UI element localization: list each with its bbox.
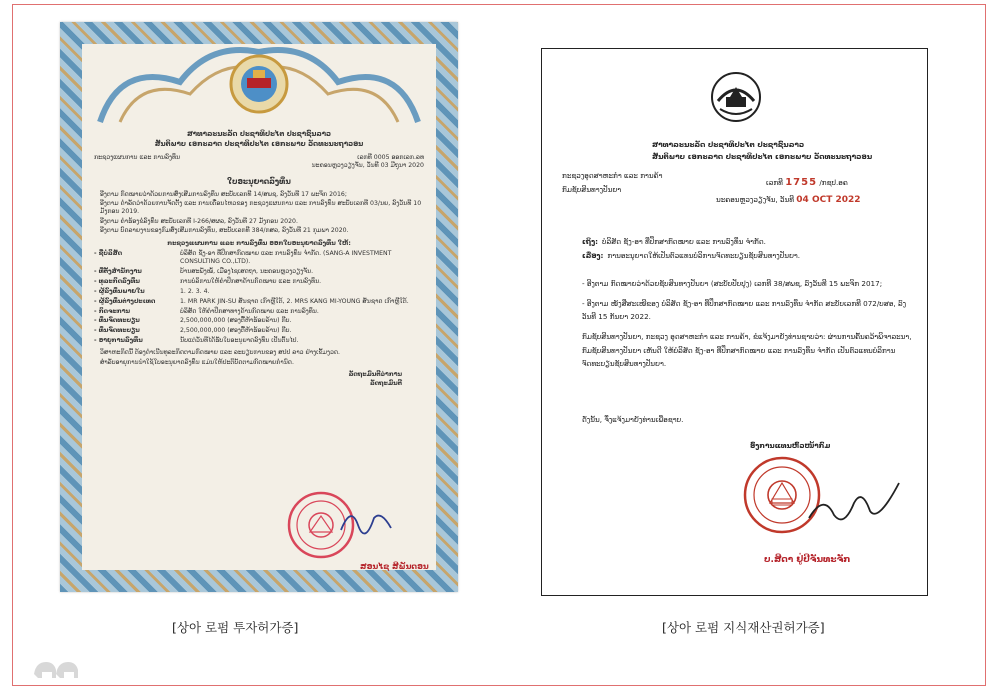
right-header-line2: ສັນຕິພາບ ເອກະລາດ ປະຊາທິປະໄຕ ເອກະພາບ ວັດທະນະຖາວອນ bbox=[652, 151, 873, 161]
left-note-1: ວິສາຫະກິດນີ້ ຕ້ອງດຳເນີນທຸລະກິດຕາມກົດໝາຍ ແລະ ລະບຽບການຂອງ ສປປ ລາວ ຢ່າງເຂັ້ມງວດ. bbox=[100, 349, 341, 357]
right-number-suffix: /ກຊປ.ອຄ bbox=[819, 178, 848, 187]
right-paragraph-2: - ອີງຕາມ ໜັງສືສະເໜີຂອງ ບໍລິສັດ ຊັງ-ອາ ທີ່ປຶກສາກົດໝາຍ ແລະ ການລົງທຶນ ຈຳກັດ ສະບັບເລກທີ 072/ບສອ, ລົງວັນທີ 15 ກັນຍາ 2022. bbox=[582, 298, 907, 322]
right-paragraph-3: ກົມຊັບສິນທາງປັນຍາ, ກະຊວງ ອຸດສາຫະກຳ ແລະ ການຄ້າ, ຂໍແຈ້ງມາຍັງທ່ານຊາບວ່າ: ຜ່ານການຄົ້ນຄວ້າພິຈາລະນາ, ກົມຊັບສິນທາງປັນຍາ ເຫັນດີ ໃຫ້ບໍລິສັດ ຊັງ-ອາ ທີ່ປຶກສາກົດໝາຍ ແລະ ການລົງທຶນ ຈຳກັດ ເປັນຕົວແທນບໍລິການຈົດທະບຽນຊັບສິນທາງປັນຍາ. bbox=[582, 332, 912, 369]
field-value: 1. 2. 3. 4. bbox=[180, 287, 210, 295]
field-value: ການບໍລິການໃຫ້ຄຳປຶກສາດ້ານກົດໝາຍ ແລະ ການລົງທຶນ. bbox=[180, 277, 322, 285]
field-value: 1. MR PARK JIN-SU ສັນຊາດ ເກົາຫຼີໃຕ້, 2. MRS KANG MI-YOUNG ສັນຊາດ ເກົາຫຼີໃຕ້. bbox=[180, 297, 409, 305]
field-key: - ອາຍຸການລົງທຶນ bbox=[94, 337, 143, 345]
right-place: ນະຄອນຫຼວງວຽງຈັນ, ວັນທີ bbox=[716, 195, 794, 204]
right-number-prefix: ເລກທີ bbox=[766, 178, 783, 187]
field-value: ບ້ານສະພັງໝໍ້, ເມືອງໄຊເສດຖາ, ນະຄອນຫຼວງວຽງຈັນ. bbox=[180, 268, 314, 276]
ip-license-image bbox=[541, 48, 928, 596]
field-key: - ຊື່ບໍລິສັດ bbox=[94, 249, 123, 257]
caption-ip-license: [상아 로펌 지식재산권허가증] bbox=[662, 620, 825, 635]
right-closing: ດັ່ງນັ້ນ, ຈຶ່ງແຈ້ງມາຍັງທ່ານເພື່ອຊາບ. bbox=[582, 415, 684, 424]
right-sign-title: ອົງການແທນຫົວໜ້າກົມ bbox=[750, 441, 831, 450]
caption-investment-license: [상아 로펌 투자허가증] bbox=[172, 620, 299, 635]
left-ref-3: ອີງຕາມ ຄຳຮ້ອງຂໍລົງທຶນ ສະບັບເລກທີ I-266/ສຜລ, ລົງວັນທີ 27 ມັງກອນ 2020. bbox=[100, 217, 298, 225]
right-org-line2: ກົມຊັບສິນທາງປັນຍາ bbox=[562, 184, 622, 194]
field-key: - ທຶນຈົດທະບຽນ bbox=[94, 327, 140, 335]
right-paragraph-1: - ອີງຕາມ ກົດໝາຍວ່າດ້ວຍຊັບສິນທາງປັນຍາ (ສະບັບປັບປຸງ) ເລກທີ 38/ສພຊ, ລົງວັນທີ 15 ພະຈິກ 2017; bbox=[582, 279, 883, 288]
right-number-value: 1755 bbox=[785, 177, 818, 188]
field-value: 2,500,000,000 (ສອງຕື້ຫ້າຮ້ອຍລ້ານ) ກີບ. bbox=[180, 327, 292, 335]
left-signer-name: ສອນໄຊ ສີພັນດອນ bbox=[360, 562, 429, 571]
investment-license-image bbox=[60, 22, 458, 592]
left-header-line2: ສັນຕິພາບ ເອກະລາດ ປະຊາທິປະໄຕ ເອກະພາບ ວັດທະນະຖາວອນ bbox=[154, 140, 364, 149]
field-key: - ກິດຈະການ bbox=[94, 307, 131, 315]
field-key: - ທີ່ຕັ້ງສຳນັກງານ bbox=[94, 268, 142, 276]
left-ref-2: ອີງຕາມ ດຳລັດວ່າດ້ວຍການຈັດຕັ້ງ ແລະ ການເຄື່ອນໄຫວຂອງ ກະຊວງແຜນການ ແລະ ການລົງທຶນ ສະບັບເລກທີ 03/ນຍ, ລົງວັນທີ 10 ມັງກອນ 2019. bbox=[100, 200, 422, 216]
left-seal-label-1: ລັດຖະມົນຕີວ່າການ bbox=[348, 371, 402, 379]
left-note-2: ສຳລັບອາຍຸການນຳໃຊ້ໃບອະນຸຍາດລົງທຶນ ແມ່ນໃຫ້ປະຕິບັດຕາມກົດໝາຍກຳນົດ. bbox=[100, 358, 294, 366]
left-ref-1: ອີງຕາມ ກົດໝາຍວ່າດ້ວຍການສົ່ງເສີມການລົງທຶນ ສະບັບເລກທີ 14/ສພຊ, ລົງວັນທີ 17 ພະຈິກ 2016; bbox=[100, 190, 347, 198]
right-subject-value: ການອະນຸຍາດໃຫ້ເປັນຕົວແທນບໍລິການຈົດທະບຽນຊັບສິນທາງປັນຍາ. bbox=[607, 250, 801, 260]
left-signature-icon bbox=[336, 500, 396, 540]
left-ref-4: ອີງຕາມ ບົດລາຍງານຂອງກົມສົ່ງເສີມການລົງທຶນ, ສະບັບເລກທີ 384/ກສລ, ລົງວັນທີ 21 ກຸມພາ 2020. bbox=[100, 227, 349, 235]
right-signature-icon bbox=[804, 473, 904, 533]
left-header-line1: ສາທາລະນະລັດ ປະຊາທິປະໄຕ ປະຊາຊົນລາວ bbox=[186, 130, 332, 138]
right-subject-label: ເລື່ອງ: bbox=[582, 250, 604, 260]
ornate-crest-decoration bbox=[60, 22, 458, 132]
field-key: - ຜູ້ລົງທຶນຕ່າງປະເທດ bbox=[94, 297, 156, 305]
left-seal-label-2: ລັດຖະມົນຕີ bbox=[369, 379, 402, 387]
right-header-line1: ສາທາລະນະລັດ ປະຊາທິປະໄຕ ປະຊາຊົນລາວ bbox=[652, 140, 805, 149]
field-key: - ທຶນຈົດທະບຽນ bbox=[94, 317, 140, 325]
right-date: 04 OCT 2022 bbox=[796, 195, 861, 205]
field-value: ນັບແຕ່ວັນທີໄດ້ຮັບໃບອະນຸຍາດລົງທຶນ ເປັນຕົ້ນໄປ. bbox=[180, 337, 299, 345]
left-number: ເລກທີ 0005 ອອກເລກ.ລທ bbox=[357, 153, 424, 161]
right-to-label: ເຖິງ: bbox=[582, 237, 599, 246]
elephant-logo-icon bbox=[30, 652, 82, 682]
left-ministry: ກະຊວງແຜນການ ແລະ ການລົງທຶນ bbox=[94, 153, 181, 161]
right-signer-name: ບ.ສີດາ ຢູ່ປີຈັນທະຈັກ bbox=[764, 555, 851, 565]
field-key: - ທຸລະກິດລົງທຶນ bbox=[94, 277, 140, 285]
field-value: 2,500,000,000 (ສອງຕື້ຫ້າຮ້ອຍລ້ານ) ກີບ. bbox=[180, 317, 292, 325]
left-title: ໃບອະນຸຍາດລົງທຶນ bbox=[227, 176, 291, 186]
field-value: ບໍລິສັດ ໃຫ້ຄຳປຶກສາທາງດ້ານກົດໝາຍ ແລະ ການລົງທຶນ. bbox=[180, 307, 319, 315]
left-place-date: ນະຄອນຫຼວງວຽງຈັນ, ວັນທີ 03 ມີຖຸນາ 2020 bbox=[311, 162, 424, 170]
field-key: - ຜູ້ລົງທຶນພາຍໃນ bbox=[94, 287, 145, 295]
right-to-value: ບໍລິສັດ ຊັງ-ອາ ທີ່ປຶກສາກົດໝາຍ ແລະ ການລົງທຶນ ຈຳກັດ. bbox=[602, 237, 766, 246]
right-org-line1: ກະຊວງອຸດສາຫະກຳ ແລະ ການຄ້າ bbox=[562, 171, 663, 180]
national-emblem-icon bbox=[710, 71, 762, 123]
left-section-heading: ກະຊວງແຜນການ ແລະ ການລົງທຶນ ອອກໃບອະນຸຍາດລົງທຶນ ໃຫ້: bbox=[167, 239, 351, 247]
field-value: ບໍລິສັດ ຊັງ-ອາ ທີ່ປຶກສາກົດໝາຍ ແລະ ການລົງທຶນ ຈຳກັດ. (SANG-A INVESTMENT CONSULTING CO.,LTD). bbox=[180, 249, 392, 266]
